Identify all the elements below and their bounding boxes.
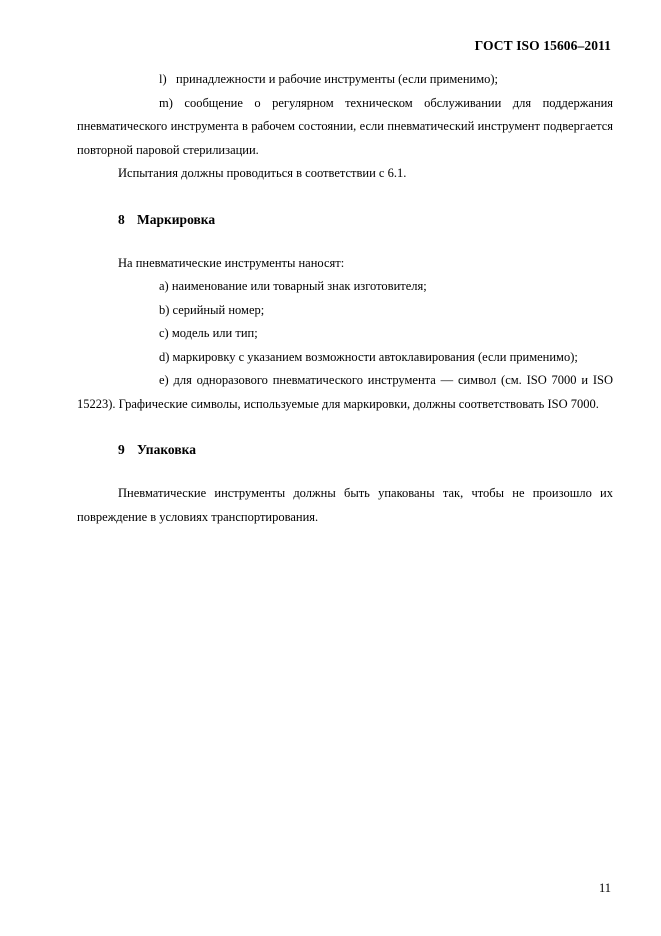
list-item-e (77, 369, 613, 416)
list-item-text: серийный номер; (172, 302, 265, 317)
packaging-text: Пневматические инструменты должны быть упакованы так, чтобы не произошло их повреждение в условиях транспортирования. (77, 486, 613, 524)
list-item-l (77, 68, 613, 92)
list-marker: c) (159, 326, 169, 340)
section-number: 9 (118, 442, 125, 457)
list-item-a (77, 275, 613, 299)
test-note: Испытания должны проводиться в соответствии с 6.1. (118, 166, 407, 180)
list-item-b (77, 299, 613, 323)
list-item-text: маркировку с указанием возможности автоклавирования (если применимо); (172, 349, 578, 364)
section-lead: На пневматические инструменты наносят: (118, 255, 345, 270)
list-item-text: наименование или товарный знак изготовителя; (171, 279, 427, 293)
section-heading-9 (77, 438, 613, 462)
section-title: Упаковка (137, 442, 196, 457)
document-header: ГОСТ ISO 15606–2011 (474, 38, 611, 53)
list-item-c (77, 322, 613, 346)
page-number: 11 (598, 881, 611, 895)
list-item-text: принадлежности и рабочие инструменты (если применимо); (176, 72, 499, 86)
page-content (77, 68, 613, 529)
list-item-text: сообщение о регулярном техническом обслуживании для поддержания пневматического инструмента в рабочем состоянии, если пневматический инструмент подвергается повторной паровой стерилизации. (77, 95, 614, 157)
list-item-text: модель или тип; (171, 326, 258, 340)
section-title: Маркировка (137, 211, 216, 227)
section-number: 8 (118, 211, 125, 227)
list-item-d (77, 346, 613, 370)
list-marker: m) (159, 95, 173, 110)
list-marker: e) (159, 373, 169, 387)
list-marker: d) (159, 349, 170, 364)
list-item-m (77, 92, 613, 163)
list-marker: a) (159, 279, 169, 293)
list-marker: l) (159, 72, 167, 86)
section-heading-8 (77, 208, 613, 232)
list-marker: b) (159, 302, 170, 317)
list-item-text: для одноразового пневматического инструмента — символ (см. ISO 7000 и ISO 15223). Графические символы, используемые для маркировки, должны соответствовать ISO 7000. (77, 373, 613, 411)
